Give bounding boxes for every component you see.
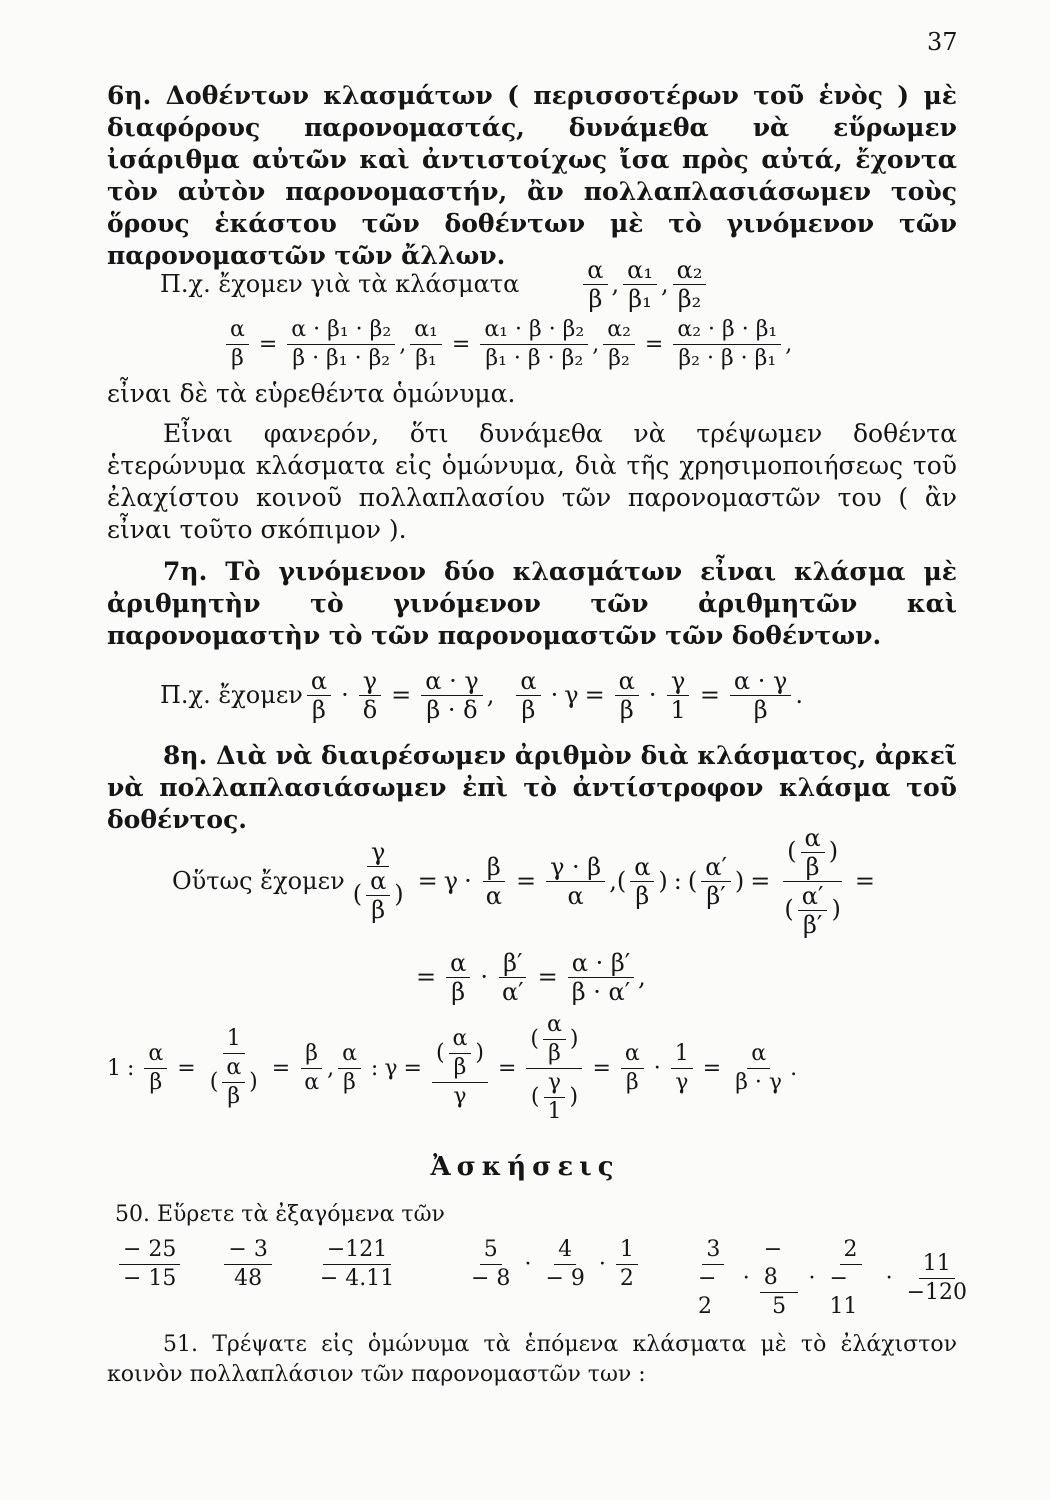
fraction: $\frac{\text{α₁}}{\text{β₁}}$ [410, 316, 442, 373]
fraction: $\frac{- 3}{48}$ [224, 1236, 271, 1293]
fraction: $\frac{\alpha}{\beta}$ [338, 1040, 361, 1097]
fraction: ( $\frac{\alpha}{\beta}$ ) γ [432, 1025, 488, 1111]
fraction: $\frac{\text{α₂}}{\text{β₂}}$ [673, 256, 707, 313]
fraction: $\frac{\alpha}{\beta}$ [222, 1054, 245, 1111]
fraction: 1 ( $\frac{\alpha}{\beta}$ ) [209, 1026, 258, 1109]
fraction: $\frac{\alpha}{\beta}$ [630, 853, 654, 910]
fraction: $\frac{\beta'}{\alpha'}$ [498, 949, 528, 1006]
fraction: $\frac{\alpha}{\beta \cdot \gamma}$ [735, 1040, 783, 1095]
sec6-equivalence-line: $\frac{\alpha}{\beta}$ = $\frac{\text{α · β₁ · β₂}}{\text{β · β₁ · β₂}}$ , $\frac{\text{α₁}}{\text{β₁}}$ = $\frac{\text{α₁ · β · β₂}}{\text{β₁ · β · β₂}}$ , $\frac{\text{α₂}}{\text{β₂}}$ = $\frac{\text{α₂ · β · β₁}}{\text{β₂ · β · β₁}}$ , [222, 312, 1050, 376]
fraction: $\frac{\gamma \cdot \beta}{\alpha}$ [546, 853, 605, 910]
fraction: $\frac{\gamma}{1}$ [543, 1069, 565, 1126]
page-number: 37 [927, 28, 958, 56]
fraction: ( $\frac{\alpha}{\beta}$ ) ( $\frac{\alpha'}{\beta'}$ ) [784, 823, 841, 939]
fraction: $\frac{\alpha}{\beta}$ [307, 667, 331, 724]
fraction: $\frac{\text{α₂}}{\text{β₂}}$ [603, 316, 635, 373]
fraction: $\frac{5}{- 8}$ [471, 1237, 511, 1291]
fraction: $\frac{\alpha}{\beta}$ [801, 824, 825, 881]
fraction: $\frac{\alpha}{\beta}$ [446, 949, 470, 1006]
sec6-remark: Εἶναι φανερόν, ὅτι δυνάμεθα νὰ τρέψωμεν δοθέντα ἑτερώνυμα κλάσματα εἰς ὁμώνυμα, διὰ τῆς χρησιμοποιήσεως τοῦ ἐλαχίστου κοινοῦ πολλαπλασίου τῶν παρονομαστῶν του ( ἂν εἶναι τοῦτο σκόπιμον ). [107, 419, 957, 544]
fraction: $\frac{\gamma}{1}$ [667, 667, 690, 724]
fraction: $\frac{\text{α₁ · β · β₂}}{\text{β₁ · β · β₂}}$ [480, 316, 588, 373]
section-7-text: 7η. Τὸ γινόμενον δύο κλασμάτων εἶναι κλάσμα μὲ ἀριθμητὴν τὸ γινόμενον τῶν ἀριθμητῶν καὶ παρονομαστὴν τὸ τῶν παρονομαστῶν τῶν δοθέντων. [107, 557, 957, 650]
fraction: $\frac{\alpha}{\beta}$ [621, 1040, 644, 1097]
fraction: $\frac{11}{-120}$ [906, 1251, 967, 1305]
fraction: $\frac{\alpha}{\beta}$ [226, 316, 249, 373]
fraction: ( $\frac{\alpha}{\beta}$ ) ( $\frac{\gamma}{1}$ ) [526, 1011, 582, 1126]
section-8-text: 8η. Διὰ νὰ διαιρέσωμεν ἀριθμὸν διὰ κλάσματος, ἀρκεῖ νὰ πολλαπλασιάσωμεν ἐπὶ τὸ ἀντίστροφον κλάσμα τοῦ δοθέντος. [107, 741, 957, 834]
fraction: $\frac{\beta}{\alpha}$ [482, 853, 506, 910]
fraction: $\frac{3}{- 2}$ [694, 1236, 733, 1321]
fraction: $\frac{\alpha}{\beta}$ [516, 667, 540, 724]
fraction: $\frac{\alpha \cdot \beta'}{\beta \cdot \alpha'}$ [568, 949, 634, 1006]
exercise-51: 51. Τρέψατε εἰς ὁμώνυμα τὰ ἑπόμενα κλάσματα μὲ τὸ ἐλάχιστον κοινὸν πολλαπλάσιον τῶν παρονομαστῶν των : [107, 1332, 957, 1387]
sec6-after-text: εἶναι δὲ τὰ εὑρεθέντα ὁμώνυμα. [107, 379, 516, 408]
fraction: $\frac{\alpha \cdot \gamma}{\beta \cdot \delta}$ [421, 667, 482, 724]
fraction: $\frac{\alpha}{\beta}$ [144, 1040, 167, 1097]
fraction: $\frac{\alpha}{\beta}$ [449, 1025, 472, 1082]
fraction: $\frac{-121}{- 4.11}$ [319, 1237, 395, 1291]
fraction: $\frac{\text{α₂ · β · β₁}}{\text{β₂ · β · β₁}}$ [673, 316, 781, 373]
fraction: $\frac{- 8}{5}$ [760, 1236, 799, 1321]
fraction: $\frac{1}{2}$ [616, 1236, 638, 1293]
fraction: $\frac{2}{- 11}$ [825, 1236, 875, 1321]
sec8-line-3: 1 : $\frac{\alpha}{\beta}$ = 1 ( $\frac{\alpha}{\beta}$ ) = $\frac{\beta}{\alpha}$ , $\frac{\alpha}{\beta}$ : γ = ( $\frac{\alpha}{\beta}$ ) γ = ( $\frac{\alpha}{\beta}$ ) ( $\frac{\gamma}{1}$ ) = $\frac{\alpha}{\beta}$ · $\frac{1}{\gamma}$ = $\frac{\alpha}{\beta \cdot \gamma}$ . [107, 1011, 798, 1124]
fraction: $\frac{\text{α₁}}{\text{β₁}}$ [623, 256, 657, 313]
fraction: $\frac{\alpha \cdot \gamma}{\beta}$ [730, 667, 791, 724]
exercise-50-fractions: $\frac{- 25}{- 15}$ $\frac{- 3}{48}$ $\frac{-121}{- 4.11}$ $\frac{5}{- 8}$ · $\frac{4}{- 9}$ · $\frac{1}{2}$ $\frac{3}{- 2}$ · $\frac{- 8}{5}$ · $\frac{2}{- 11}$ · $\frac{11}{-120}$ [115, 1236, 975, 1306]
sec8-example-intro: Οὕτως ἔχομεν [172, 867, 345, 895]
sec6-example-intro: Π.χ. ἔχομεν γιὰ τὰ κλάσματα [160, 270, 520, 298]
sec8-line-2: = $\frac{\alpha}{\beta}$ · $\frac{\beta'}{\alpha'}$ = $\frac{\alpha \cdot \beta'}{\beta \cdot \alpha'}$ , [416, 948, 646, 1006]
exercises-title: Ἀσκήσεις [430, 1152, 620, 1182]
fraction: $\frac{\alpha}{\beta}$ [543, 1011, 566, 1068]
sec7-example-intro: Π.χ. ἔχομεν [160, 681, 303, 709]
fraction: $\frac{\alpha}{\beta}$ [583, 256, 607, 313]
fraction: $\frac{\gamma}{\delta}$ [359, 667, 381, 724]
fraction: γ ( $\frac{\alpha}{\beta}$ ) [352, 838, 404, 924]
fraction: $\frac{\text{α · β₁ · β₂}}{\text{β · β₁ · β₂}}$ [287, 316, 395, 373]
fraction: $\frac{\alpha'}{\beta'}$ [798, 882, 828, 939]
sec7-example-line: Π.χ. ἔχομεν $\frac{\alpha}{\beta}$ · $\frac{\gamma}{\delta}$ = $\frac{\alpha \cdot \gamma}{\beta \cdot \delta}$ , $\frac{\alpha}{\beta}$ · γ = $\frac{\alpha}{\beta}$ · $\frac{\gamma}{1}$ = $\frac{\alpha \cdot \gamma}{\beta}$ . [160, 666, 803, 724]
sec6-example-line: Π.χ. ἔχομεν γιὰ τὰ κλάσματα $\frac{\alpha}{\beta}$ , $\frac{\text{α₁}}{\text{β₁}}$ , $\frac{\text{α₂}}{\text{β₂}}$ [160, 254, 1030, 314]
section-6-text: 6η. Δοθέντων κλασμάτων ( περισσοτέρων τοῦ ἑνὸς ) μὲ διαφόρους παρονομαστάς, δυνάμεθα νὰ εὕρωμεν ἰσάριθμα αὐτῶν καὶ ἀντιστοίχως ἴσα πρὸς αὐτά, ἔχοντα τὸν αὐτὸν παρονομαστήν, ἂν πολλαπλασιάσωμεν τοὺς ὅρους ἑκάστου τῶν δοθέντων μὲ τὸ γινόμενον τῶν παρονομαστῶν τῶν ἄλλων. [107, 81, 957, 270]
fraction: $\frac{\beta}{\alpha}$ [300, 1040, 323, 1097]
sec8-line-1: Οὕτως ἔχομεν γ ( $\frac{\alpha}{\beta}$ ) = γ · $\frac{\beta}{\alpha}$ = $\frac{\gamma \cdot \beta}{\alpha}$ , ( $\frac{\alpha}{\beta}$ ) : ( $\frac{\alpha'}{\beta'}$ ) = ( $\frac{\alpha}{\beta}$ ) ( $\frac{\alpha'}{\beta'}$ ) = [172, 823, 875, 939]
fraction: $\frac{4}{- 9}$ [545, 1237, 585, 1291]
fraction: $\frac{\alpha'}{\beta'}$ [701, 853, 731, 910]
fraction: $\frac{\alpha}{\beta}$ [366, 867, 390, 924]
fraction: $\frac{\alpha}{\beta}$ [615, 667, 639, 724]
exercise-50: 50. Εὕρετε τὰ ἐξαγόμενα τῶν [115, 1202, 445, 1227]
fraction: $\frac{- 25}{- 15}$ [119, 1236, 180, 1293]
fraction: $\frac{1}{\gamma}$ [671, 1040, 693, 1097]
